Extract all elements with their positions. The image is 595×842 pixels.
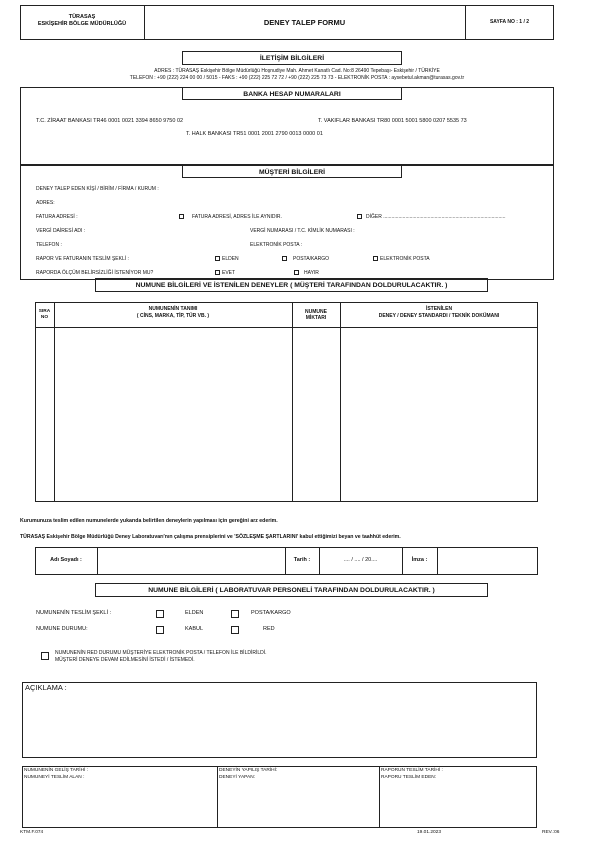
delivery-method-label: RAPOR VE FATURANIN TESLİM ŞEKLİ : — [36, 256, 129, 262]
bank-ziraat: T.C. ZİRAAT BANKASI TR46 0001 0021 3394 8650 9750 02 — [36, 118, 184, 124]
test-date-label: DENEYİN YAPILIŞ TARİHİ: — [219, 768, 278, 773]
delivery-post-checkbox[interactable] — [282, 256, 287, 261]
org-unit: ESKİŞEHİR BÖLGE MÜDÜRLÜĞÜ — [37, 21, 127, 27]
lab-status-accept-checkbox[interactable] — [156, 626, 164, 634]
delivery-post-label: POSTA/KARGO — [293, 256, 330, 262]
contact-section-title: İLETİŞİM BİLGİLERİ — [182, 51, 402, 65]
contact-phones: TELEFON : +90 (222) 224 00 00 / 5015 - FAKS : +90 (222) 225 72 72 / +90 (222) 225 73 73 - ELEKTRONİK POSTA : aysebetul.akman@turasas.gov.tr — [129, 75, 465, 81]
page-number: SAYFA NO : 1 / 2 — [489, 19, 530, 25]
declaration-line-1: Kurumunuza teslim edilen numunelerde yukarıda belirtilen deneylerin yapılması için gereğini arz ederim. — [20, 518, 278, 524]
arrival-date-label: NUMUNENİN GELİŞ TARİHİ : — [24, 768, 89, 773]
tracking-table — [22, 766, 537, 828]
explanation-label: AÇIKLAMA : — [25, 683, 67, 692]
sample-section-title: NUMUNE BİLGİLERİ VE İSTENİLEN DENEYLER ( MÜŞTERİ TARAFINDAN DOLDURULACAKTIR. ) — [95, 278, 488, 292]
lab-delivery-hand-checkbox[interactable] — [156, 610, 164, 618]
col-header-no-2: NO — [40, 315, 49, 320]
date-label: Tarih : — [293, 557, 311, 563]
received-by-label: NUMUNEYİ TESLİM ALAN : — [24, 775, 85, 780]
report-to-label: RAPORU TESLİM EDEN: — [381, 775, 437, 780]
uncertainty-label: RAPORDA ÖLÇÜM BELİRSİZLİĞİ İSTENİYOR MU? — [36, 270, 154, 276]
bank-section-title: BANKA HESAP NUMARALARI — [182, 87, 402, 100]
form-date: 19.01.2023 — [417, 830, 442, 835]
address-label: ADRES: — [36, 200, 55, 206]
lab-notify-checkbox[interactable] — [41, 652, 49, 660]
delivery-hand-label: ELDEN — [222, 256, 239, 262]
uncertainty-no-label: HAYIR — [304, 270, 319, 276]
col-header-quantity-2: MİKTARI — [305, 315, 327, 321]
col-header-description: NUMUNENİN TANIMI — [148, 306, 198, 312]
email-label: ELEKTRONİK POSTA : — [250, 242, 303, 248]
sample-table-col-divider — [292, 302, 293, 502]
lab-status-label: NUMUNE DURUMU: — [36, 626, 88, 632]
same-address-checkbox[interactable] — [179, 214, 184, 219]
phone-label: TELEFON : — [36, 242, 62, 248]
sample-table-header-divider — [35, 327, 538, 328]
form-code: KTM.F.074 — [20, 830, 44, 835]
contact-address: ADRES : TÜRASAŞ Eskişehir Bölge Müdürlüğü Hoşnudiye Mah. Ahmet Kanatlı Cad. No:8 26490 Tepebaşı- Eskişehir / TÜRKİYE — [154, 68, 440, 74]
date-value[interactable]: .... / .... / 20.... — [343, 557, 378, 563]
invoice-address-label: FATURA ADRESİ : — [36, 214, 78, 220]
lab-section-title: NUMUNE BİLGİLERİ ( LABORATUVAR PERSONELİ TARAFINDAN DOLDURULACAKTIR. ) — [95, 583, 488, 597]
name-field[interactable] — [98, 548, 284, 574]
delivery-hand-checkbox[interactable] — [215, 256, 220, 261]
other-address-label: DİĞER ........................................................................................ — [366, 214, 506, 220]
declaration-line-2: TÜRASAŞ Eskişehir Bölge Müdürlüğü Deney Laboratuvarı'nın çalışma prensiplerini ve 'SÖZLEŞME ŞARTLARINI' kabul ettiğimizi beyan ve taahhüt ederim. — [20, 534, 401, 540]
signature-field[interactable] — [438, 548, 537, 574]
customer-section-title: MÜŞTERİ BİLGİLERİ — [182, 165, 402, 178]
tracking-divider — [379, 766, 380, 828]
explanation-box[interactable] — [22, 682, 537, 758]
lab-status-accept-label: KABUL — [185, 626, 204, 632]
customer-section-box — [20, 165, 554, 280]
lab-delivery-post-label: POSTA/KARGO — [251, 610, 291, 616]
sample-table-col-divider — [54, 302, 55, 502]
bank-vakif: T. VAKIFLAR BANKASI TR80 0001 5001 5800 0207 5535 73 — [318, 118, 467, 124]
delivery-email-label: ELEKTRONİK POSTA — [380, 256, 430, 262]
tax-office-label: VERGİ DAİRESİ ADI : — [36, 228, 86, 234]
report-date-label: RAPORUN TESLİM TARİHİ : — [381, 768, 443, 773]
bank-halk: T. HALK BANKASI TR51 0001 2001 2790 0013 0000 01 — [186, 131, 323, 137]
lab-status-reject-label: RED — [263, 626, 275, 632]
name-label: Adı Soyadı : — [50, 557, 82, 563]
lab-delivery-hand-label: ELDEN — [185, 610, 204, 616]
lab-status-reject-checkbox[interactable] — [231, 626, 239, 634]
sample-table — [35, 302, 538, 502]
col-header-no: SIRA — [38, 309, 51, 314]
col-header-quantity: NUMUNE — [305, 309, 327, 315]
uncertainty-yes-checkbox[interactable] — [215, 270, 220, 275]
lab-delivery-label: NUMUNENİN TESLİM ŞEKLİ : — [36, 610, 112, 616]
sample-table-col-divider — [340, 302, 341, 502]
delivery-email-checkbox[interactable] — [373, 256, 378, 261]
lab-delivery-post-checkbox[interactable] — [231, 610, 239, 618]
uncertainty-yes-label: EVET — [222, 270, 236, 276]
signature-label: İmza : — [411, 557, 428, 563]
uncertainty-no-checkbox[interactable] — [294, 270, 299, 275]
col-header-tests-2: DENEY / DENEY STANDARDI / TEKNİK DOKÜMANI — [378, 313, 500, 319]
lab-notify-line-1: NUMUNENİN RED DURUMU MÜŞTERİYE ELEKTRONİK POSTA / TELEFON İLE BİLDİRİLDİ. — [55, 650, 267, 656]
tax-number-label: VERGİ NUMARASI / T.C. KİMLİK NUMARASI : — [250, 228, 355, 234]
requester-label: DENEY TALEP EDEN KİŞİ / BİRİM / FİRMA / KURUM : — [36, 186, 159, 192]
lab-notify-line-2: MÜŞTERİ DENEYE DEVAM EDİLMESİNİ İSTEDİ / İSTEMEDİ. — [55, 657, 195, 663]
form-revision: REV.:06 — [542, 830, 560, 835]
col-header-tests: İSTENİLEN — [425, 306, 453, 312]
org-name: TÜRASAŞ — [68, 14, 96, 20]
tested-by-label: DENEYİ YAPAN: — [219, 775, 255, 780]
same-address-label: FATURA ADRESİ, ADRES İLE AYNIDIR. — [192, 214, 282, 220]
tracking-divider — [217, 766, 218, 828]
col-header-description-2: ( CİNS, MARKA, TİP, TÜR VB. ) — [136, 313, 210, 319]
other-address-checkbox[interactable] — [357, 214, 362, 219]
form-title: DENEY TALEP FORMU — [263, 18, 346, 27]
